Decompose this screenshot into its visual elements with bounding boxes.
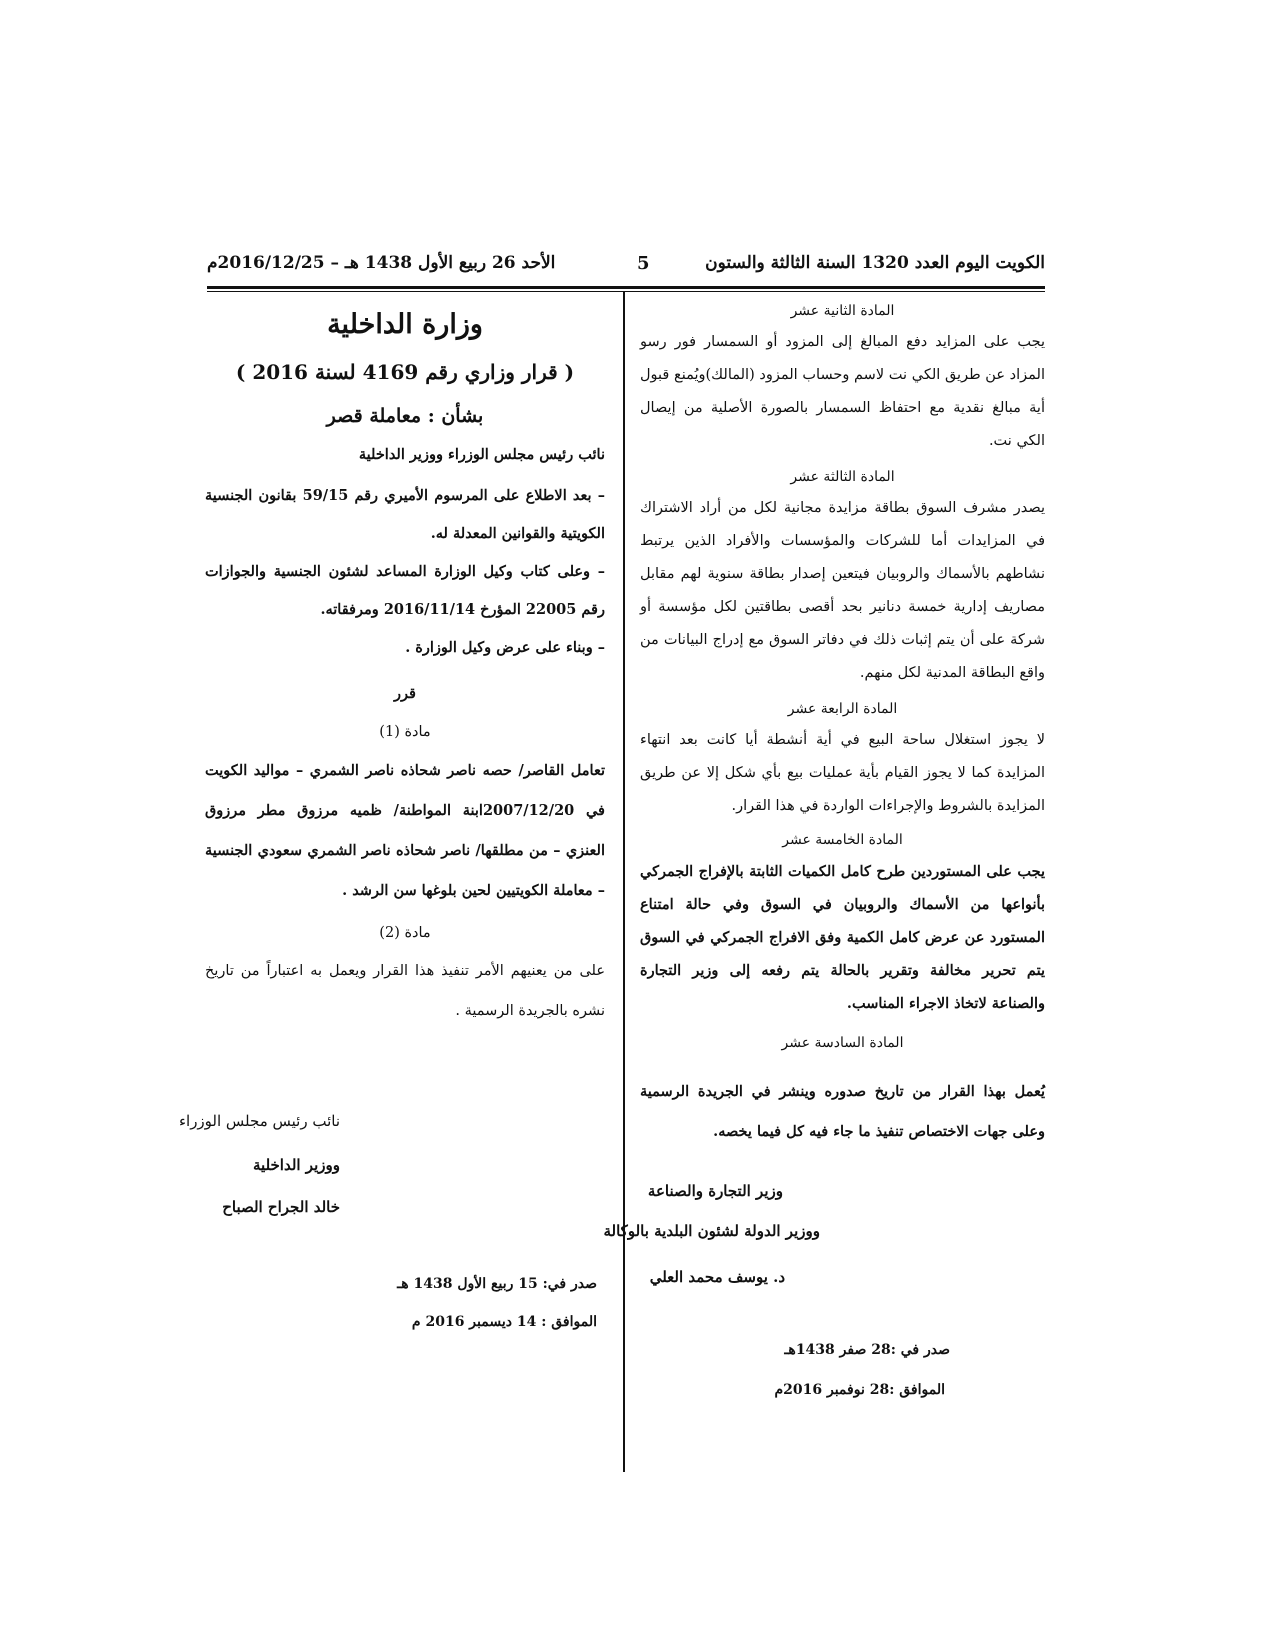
- article-heading: المادة الخامسة عشر: [782, 832, 903, 848]
- article-heading: المادة الثالثة عشر: [790, 469, 895, 485]
- preamble-item: – وعلى كتاب وكيل الوزارة المساعد لشئون الجنسية والجوازات رقم 22005 المؤرخ 2016/11/14 ومرفقاته.: [205, 563, 605, 618]
- article-heading: المادة الرابعة عشر: [787, 701, 898, 717]
- issuer: نائب رئيس مجلس الوزراء ووزير الداخلية: [358, 446, 605, 463]
- header-divider: [207, 286, 1045, 289]
- article-heading: مادة (2): [379, 925, 431, 941]
- signatory-name: خالد الجراح الصباح: [222, 1198, 340, 1216]
- decree-subject: بشأن : معاملة قصر: [326, 405, 484, 427]
- article-text: تعامل القاصر/ حصه ناصر شحاذه ناصر الشمري – مواليد الكويت في 2007/12/20ابنة المواطنة/ ظميه مرزوق مطر مرزوق العنزي – من مطلقها/ ناصر شحاذه ناصر الشمري سعودي الجنسية – معاملة الكويتيين لحين بلوغها سن الرشد .: [205, 762, 605, 899]
- preamble-item: – بعد الاطلاع على المرسوم الأميري رقم 59/15 بقانون الجنسية الكويتية والقوانين المعدلة له.: [205, 487, 606, 542]
- issue-date-gregorian: الموافق :28 نوفمبر 2016م: [774, 1382, 945, 1398]
- signatory-name: د. يوسف محمد العلي: [649, 1268, 785, 1286]
- article-text: على من يعنيهم الأمر تنفيذ هذا القرار ويعمل به اعتباراً من تاريخ نشره بالجريدة الرسمية .: [205, 963, 605, 1019]
- article-text: يُعمل بهذا القرار من تاريخ صدوره وينشر في الجريدة الرسمية وعلى جهات الاختصاص تنفيذ ما جاء فيه كل فيما يخصه.: [640, 1083, 1045, 1140]
- decided-heading: قرر: [394, 685, 416, 702]
- gazette-issue-info: الكويت اليوم العدد 1320 السنة الثالثة والستون: [705, 253, 1045, 273]
- article-text: يجب على المزايد دفع المبالغ إلى المزود أو السمسار فور رسو المزاد عن طريق الكي نت لاسم وحساب المزود (المالك)ويُمنع قبول أية مبالغ نقدية مع احتفاظ السمسار بالصورة الأصلية من إيصال الكي نت.: [640, 334, 1045, 449]
- issue-date: الأحد 26 ربيع الأول 1438 هـ – 2016/12/25م: [207, 253, 556, 273]
- right-column: [640, 296, 1045, 1152]
- page-header: [207, 253, 1045, 279]
- article-heading: المادة السادسة عشر: [781, 1035, 904, 1051]
- signatory-title: وزير التجارة والصناعة: [647, 1182, 783, 1200]
- issue-date-hijri: صدر في :28 صفر 1438هـ: [784, 1342, 950, 1358]
- article-text: لا يجوز استغلال ساحة البيع في أية أنشطة أيا كانت بعد انتهاء المزايدة كما لا يجوز القيام بأية عمليات بيع بأي شكل إلا عن طريق المزايدة بالشروط والإجراءات الواردة في هذا القرار.: [640, 732, 1045, 814]
- article-heading: المادة الثانية عشر: [790, 303, 895, 319]
- article-text: يجب على المستوردين طرح كامل الكميات الثابتة بالإفراج الجمركي بأنواعها من الأسماك والروبيان في السوق وفي حالة امتناع المستورد عن عرض كامل الكمية وفق الافراج الجمركي في السوق يتم تحرير مخالفة وتقرير بالحالة يتم رفعه إلى وزير التجارة والصناعة لاتخاذ الاجراء المناسب.: [640, 863, 1045, 1012]
- column-divider: [623, 292, 625, 1472]
- page-number: 5: [637, 253, 650, 274]
- header-divider-thin: [207, 291, 1045, 292]
- ministry-title: وزارة الداخلية: [327, 309, 483, 340]
- signatory-title: نائب رئيس مجلس الوزراء: [178, 1112, 340, 1130]
- signatory-title: ووزير الدولة لشئون البلدية بالوكالة: [603, 1222, 820, 1240]
- left-column: [205, 300, 605, 1031]
- article-text: يصدر مشرف السوق بطاقة مزايدة مجانية لكل من أراد الاشتراك في المزايدات أما للشركات والمؤسسات والأفراد الذين يرتبط نشاطهم بالأسماك والروبيان فيتعين إصدار بطاقة سنوية لهم مقابل مصاريف إدارية خمسة دنانير بحد أقصى بطاقتين لكل مؤسسة أو شركة على أن يتم إثبات ذلك في دفاتر السوق مع إدراج البيانات من واقع البطاقة المدنية لكل منهم.: [640, 500, 1045, 681]
- decree-number: ( قرار وزاري رقم 4169 لسنة 2016 ): [235, 360, 575, 384]
- article-heading: مادة (1): [379, 724, 431, 740]
- issue-date-hijri: صدر في: 15 ربيع الأول 1438 هـ: [397, 1276, 597, 1292]
- preamble-item: – وبناء على عرض وكيل الوزارة .: [405, 639, 605, 656]
- signatory-title: ووزير الداخلية: [253, 1156, 340, 1174]
- issue-date-gregorian: الموافق : 14 ديسمبر 2016 م: [411, 1314, 597, 1330]
